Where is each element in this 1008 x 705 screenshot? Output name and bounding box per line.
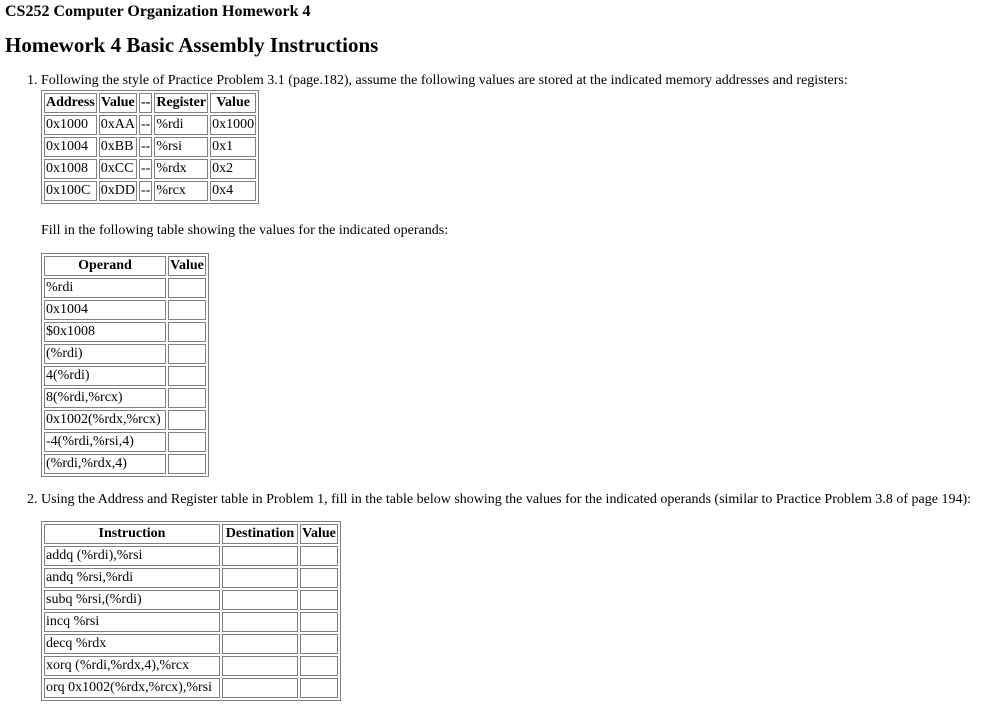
problem-1 bbox=[41, 72, 1003, 491]
memory-table-cell: %rcx bbox=[154, 181, 208, 201]
operand-table-cell bbox=[168, 454, 206, 474]
operand-table bbox=[41, 253, 209, 477]
instruction-table-cell bbox=[222, 590, 298, 610]
memory-table-cell: 0x1004 bbox=[44, 137, 97, 157]
instruction-table-row bbox=[44, 612, 338, 632]
memory-table-row bbox=[44, 137, 256, 157]
instruction-table bbox=[41, 521, 341, 701]
instruction-table-header: Instruction bbox=[44, 524, 220, 544]
instruction-table-cell bbox=[300, 612, 338, 632]
instruction-table-cell: andq %rsi,%rdi bbox=[44, 568, 220, 588]
instruction-table-cell: incq %rsi bbox=[44, 612, 220, 632]
memory-table-cell: %rdi bbox=[154, 115, 208, 135]
memory-table-cell: -- bbox=[139, 159, 152, 179]
memory-table-header: Register bbox=[154, 93, 208, 113]
operand-table-row bbox=[44, 454, 206, 474]
operand-table-cell: 8(%rdi,%rcx) bbox=[44, 388, 166, 408]
operand-table-cell: 0x1004 bbox=[44, 300, 166, 320]
instruction-table-cell: orq 0x1002(%rdx,%rcx),%rsi bbox=[44, 678, 220, 698]
instruction-table-row bbox=[44, 546, 338, 566]
operand-table-cell bbox=[168, 344, 206, 364]
memory-table-row bbox=[44, 159, 256, 179]
instruction-table-cell: addq (%rdi),%rsi bbox=[44, 546, 220, 566]
memory-table-cell: 0x2 bbox=[210, 159, 256, 179]
instruction-table-cell: subq %rsi,(%rdi) bbox=[44, 590, 220, 610]
operand-table-cell: $0x1008 bbox=[44, 322, 166, 342]
problem-list bbox=[5, 72, 1003, 701]
operand-table-cell bbox=[168, 278, 206, 298]
operand-table-header: Operand bbox=[44, 256, 166, 276]
operand-table-cell: -4(%rdi,%rsi,4) bbox=[44, 432, 166, 452]
instruction-table-row bbox=[44, 634, 338, 654]
operand-table-row bbox=[44, 344, 206, 364]
memory-table-cell: %rdx bbox=[154, 159, 208, 179]
memory-table-cell: 0x1008 bbox=[44, 159, 97, 179]
instruction-table-cell bbox=[300, 678, 338, 698]
memory-table-cell: 0xCC bbox=[99, 159, 137, 179]
operand-table-row bbox=[44, 410, 206, 430]
course-title: CS252 Computer Organization Homework 4 bbox=[5, 3, 311, 20]
operand-table-cell: (%rdi,%rdx,4) bbox=[44, 454, 166, 474]
problem-2 bbox=[41, 491, 1003, 701]
memory-table-cell: 0xAA bbox=[99, 115, 137, 135]
instruction-table-cell bbox=[300, 634, 338, 654]
operand-table-cell: 4(%rdi) bbox=[44, 366, 166, 386]
instruction-table-row bbox=[44, 656, 338, 676]
operand-table-cell: 0x1002(%rdx,%rcx) bbox=[44, 410, 166, 430]
memory-table-cell: 0x4 bbox=[210, 181, 256, 201]
instruction-table-cell: xorq (%rdi,%rdx,4),%rcx bbox=[44, 656, 220, 676]
problem-1-fill-text: Fill in the following table showing the values for the indicated operands: bbox=[41, 223, 449, 238]
memory-table-cell: -- bbox=[139, 115, 152, 135]
memory-table-cell: 0x1 bbox=[210, 137, 256, 157]
operand-table-row bbox=[44, 278, 206, 298]
operand-table-row bbox=[44, 322, 206, 342]
memory-table-cell: 0xDD bbox=[99, 181, 137, 201]
memory-table-cell: 0xBB bbox=[99, 137, 137, 157]
memory-table-cell: -- bbox=[139, 181, 152, 201]
operand-table-cell bbox=[168, 322, 206, 342]
instruction-table-cell bbox=[222, 678, 298, 698]
problem-1-text: 1. Following the style of Practice Problem 3.1 (page.182), assume the following values are stored at the indicated memory addresses and registers: bbox=[41, 73, 848, 88]
operand-table-row bbox=[44, 300, 206, 320]
operand-table-cell bbox=[168, 410, 206, 430]
operand-table-cell bbox=[168, 300, 206, 320]
problem-2-text: 2. Using the Address and Register table in Problem 1, fill in the table below showing the values for the indicated operands (similar to Practice Problem 3.8 of page 194): bbox=[41, 492, 972, 507]
operand-table-cell bbox=[168, 366, 206, 386]
operand-table-row bbox=[44, 432, 206, 452]
homework-title: Homework 4 Basic Assembly Instructions bbox=[5, 33, 379, 57]
instruction-table-row bbox=[44, 678, 338, 698]
memory-table-cell: %rsi bbox=[154, 137, 208, 157]
instruction-table-cell bbox=[222, 634, 298, 654]
operand-table-cell: (%rdi) bbox=[44, 344, 166, 364]
instruction-table-row bbox=[44, 590, 338, 610]
instruction-table-header: Value bbox=[300, 524, 338, 544]
memory-table-row bbox=[44, 181, 256, 201]
instruction-table-cell bbox=[222, 612, 298, 632]
instruction-table-cell bbox=[300, 656, 338, 676]
instruction-table-cell: decq %rdx bbox=[44, 634, 220, 654]
memory-register-table bbox=[41, 90, 259, 204]
memory-table-row bbox=[44, 115, 256, 135]
memory-table-header: Address bbox=[44, 93, 97, 113]
memory-table-cell: 0x1000 bbox=[44, 115, 97, 135]
memory-table-cell: 0x100C bbox=[44, 181, 97, 201]
memory-table-header: -- bbox=[139, 93, 152, 113]
memory-table-cell: 0x1000 bbox=[210, 115, 256, 135]
instruction-table-cell bbox=[300, 568, 338, 588]
operand-table-row bbox=[44, 366, 206, 386]
operand-table-cell bbox=[168, 432, 206, 452]
memory-table-header: Value bbox=[210, 93, 256, 113]
operand-table-cell: %rdi bbox=[44, 278, 166, 298]
memory-table-header: Value bbox=[99, 93, 137, 113]
instruction-table-cell bbox=[300, 590, 338, 610]
instruction-table-cell bbox=[222, 568, 298, 588]
operand-table-header: Value bbox=[168, 256, 206, 276]
instruction-table-row bbox=[44, 568, 338, 588]
memory-table-cell: -- bbox=[139, 137, 152, 157]
instruction-table-header: Destination bbox=[222, 524, 298, 544]
instruction-table-cell bbox=[222, 546, 298, 566]
instruction-table-cell bbox=[300, 546, 338, 566]
operand-table-cell bbox=[168, 388, 206, 408]
instruction-table-cell bbox=[222, 656, 298, 676]
operand-table-row bbox=[44, 388, 206, 408]
